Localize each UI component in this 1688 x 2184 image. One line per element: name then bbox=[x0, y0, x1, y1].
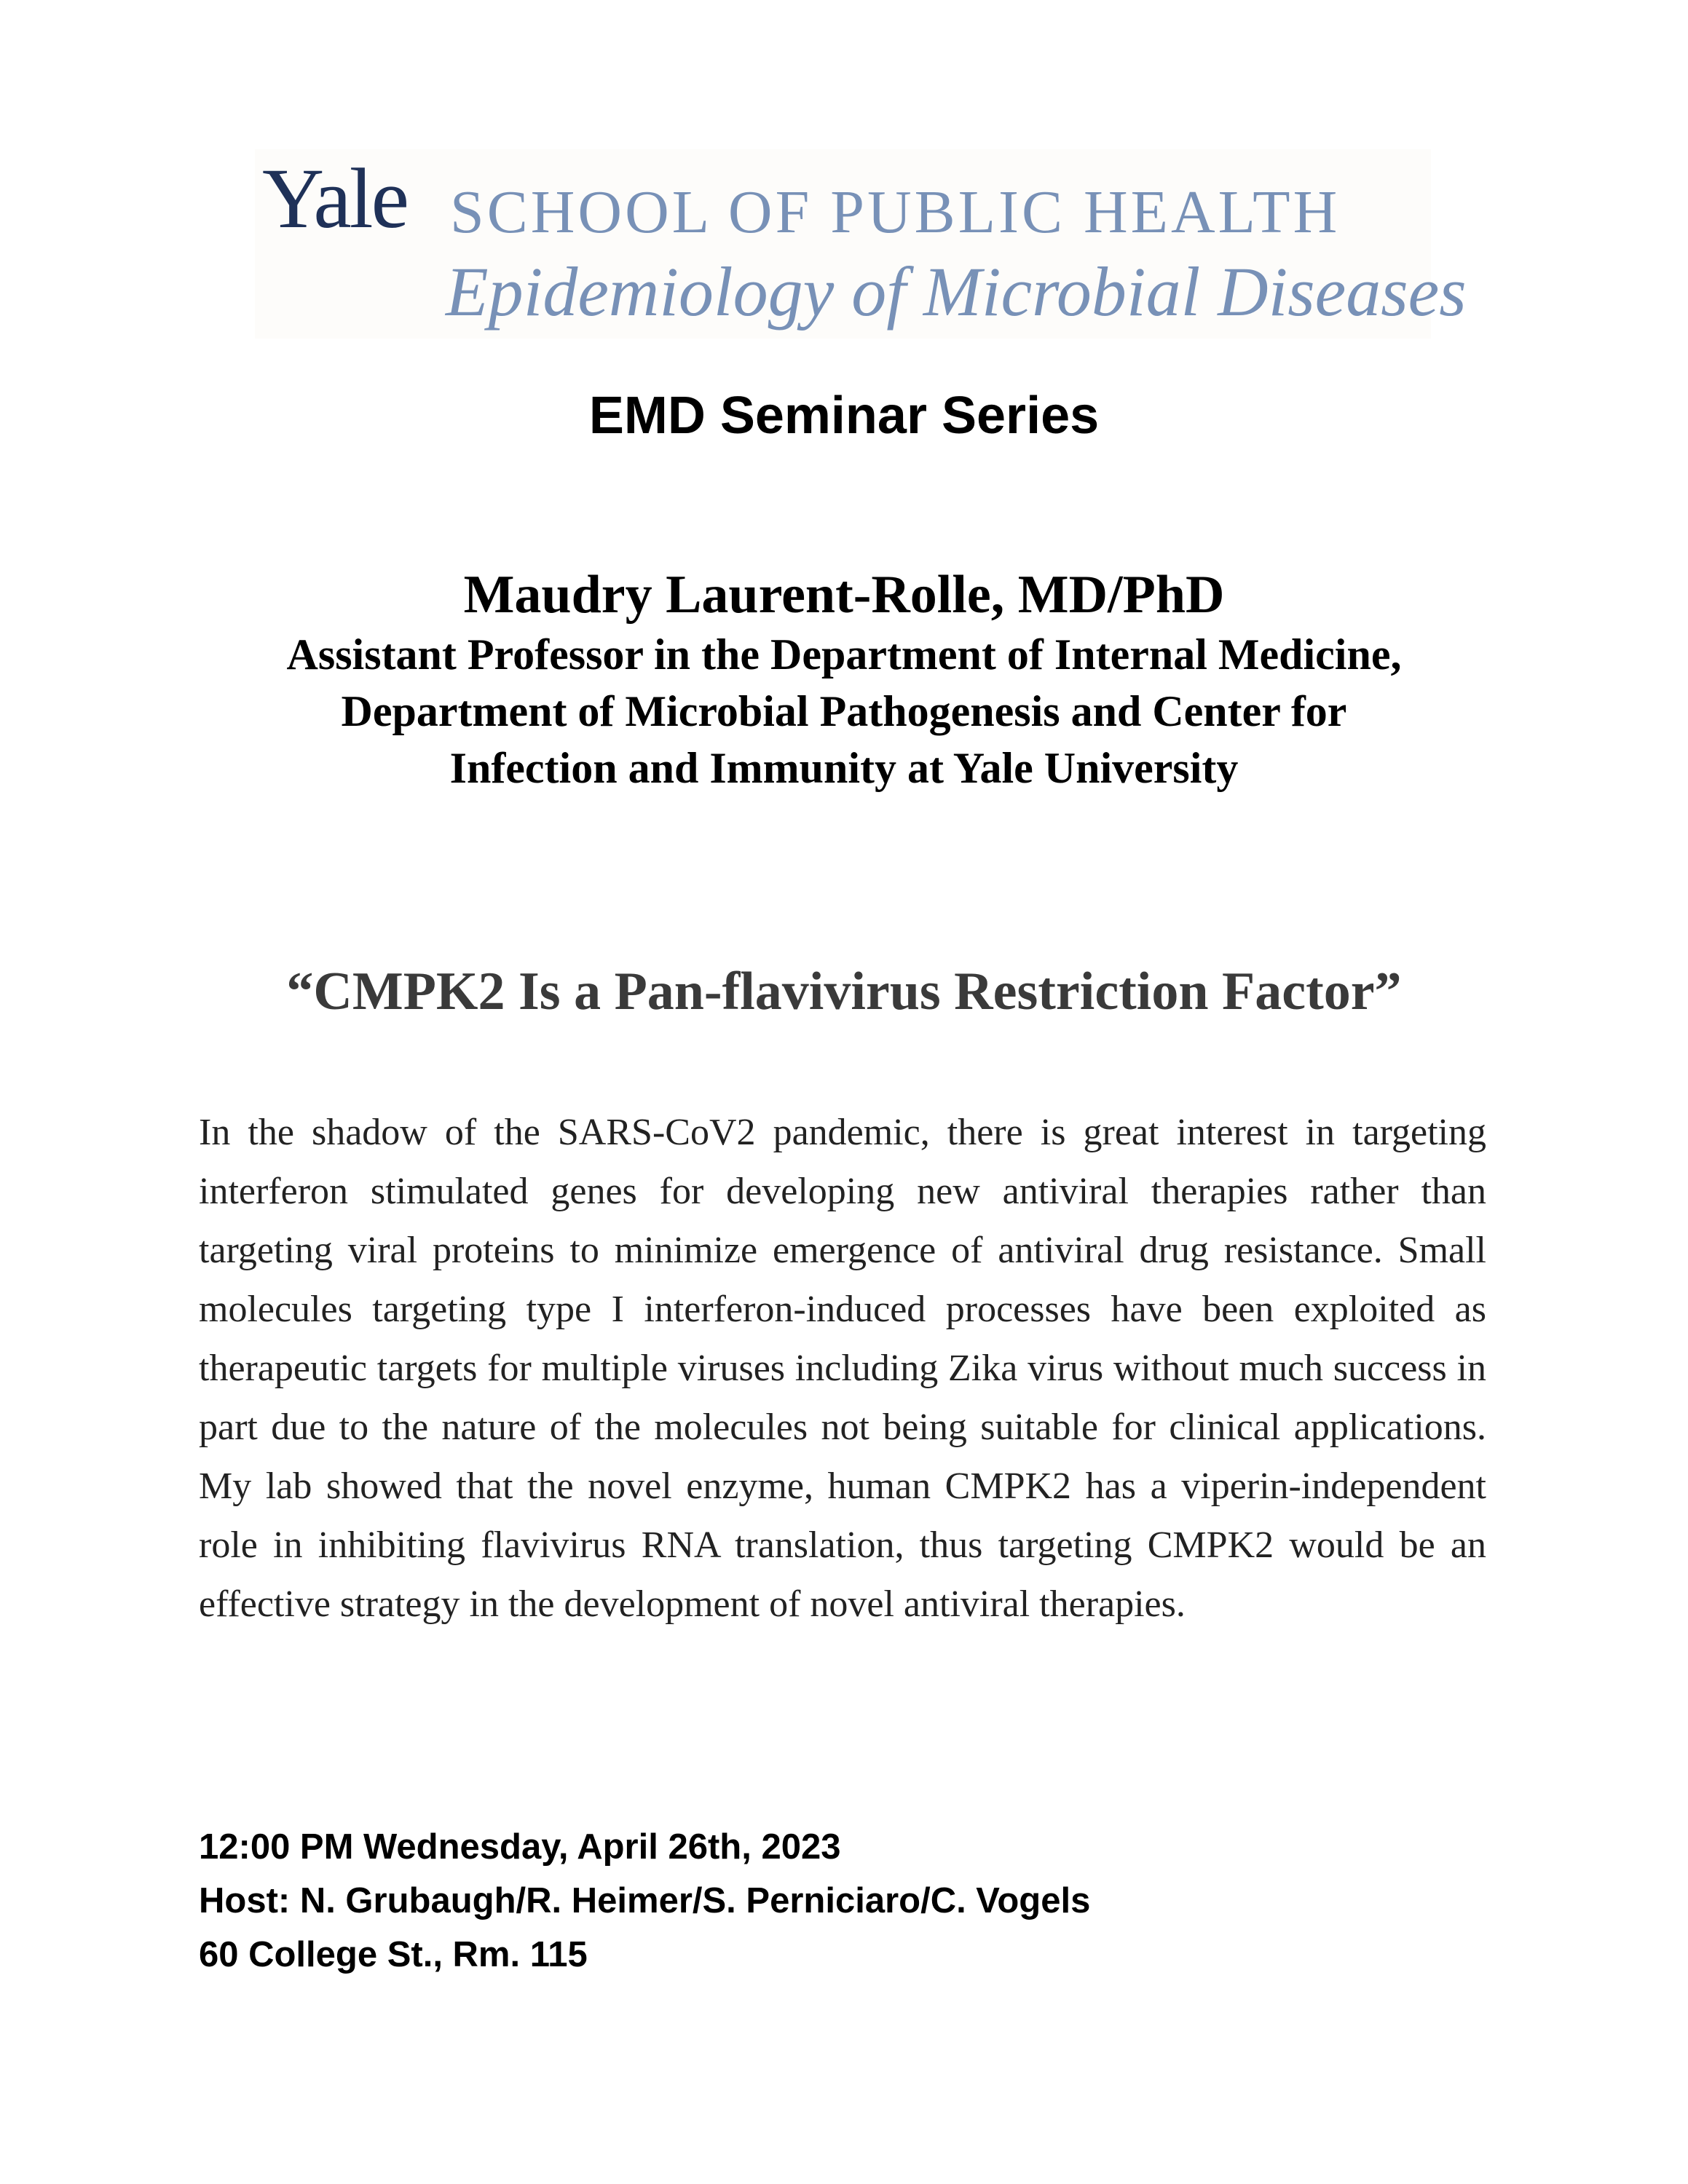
event-location: 60 College St., Rm. 115 bbox=[199, 1935, 588, 1974]
abstract-paragraph: In the shadow of the SARS-CoV2 pandemic, there is great interest in targeting interferon stimulated genes for developing new antiviral therapies rather than targeting viral proteins to minimize emergence of antiviral drug resistance. Small molecules targeting type I interferon-induced processes have been exploited as therapeutic targets for multiple viruses including Zika virus without much success in part due to the nature of the molecules not being suitable for clinical applications. My lab showed that the novel enzyme, human CMPK2 has a viperin-independent role in inhibiting flavivirus RNA translation, thus targeting CMPK2 would be an effective strategy in the development of novel antiviral therapies. bbox=[199, 1112, 1486, 1625]
logo-department-name: Epidemiology of Microbial Diseases bbox=[446, 253, 1467, 331]
logo-school-name: SCHOOL OF PUBLIC HEALTH bbox=[450, 178, 1341, 246]
event-datetime: 12:00 PM Wednesday, April 26th, 2023 bbox=[199, 1827, 841, 1867]
event-details bbox=[199, 1820, 1090, 1982]
logo-yale-wordmark: Yale bbox=[262, 151, 407, 246]
affiliation-line: Infection and Immunity at Yale University bbox=[449, 744, 1239, 792]
talk-title: “CMPK2 Is a Pan-flavivirus Restriction Factor” bbox=[286, 962, 1402, 1021]
speaker-name: Maudry Laurent-Rolle, MD/PhD bbox=[463, 565, 1225, 625]
speaker-affiliation bbox=[0, 626, 1688, 796]
affiliation-line: Assistant Professor in the Department of Internal Medicine, bbox=[286, 630, 1402, 678]
series-title: EMD Seminar Series bbox=[588, 387, 1100, 445]
event-host: Host: N. Grubaugh/R. Heimer/S. Perniciaro/C. Vogels bbox=[199, 1881, 1091, 1920]
affiliation-line: Department of Microbial Pathogenesis and Center for bbox=[341, 687, 1347, 735]
yale-sph-emd-logo bbox=[255, 149, 1467, 339]
